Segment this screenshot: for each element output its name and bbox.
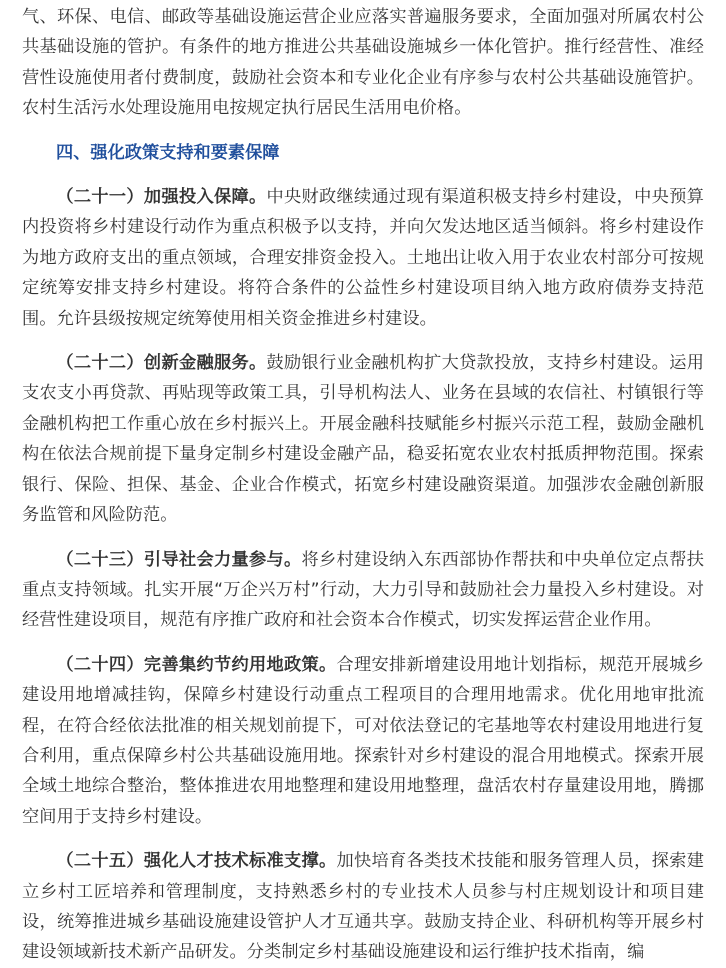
spacer — [22, 124, 704, 138]
item-body-23: 将乡村建设纳入东西部协作帮扶和中央单位定点帮扶重点支持领域。扎实开展“万企兴万村”行动，大力引导和鼓励社会力量投入乡村建设。对经营性建设项目，规范有序推广政府和社会资本合作模式，切实发挥运营企业作用。 — [22, 549, 704, 631]
spacer — [22, 168, 704, 182]
intro-paragraph: 气、环保、电信、邮政等基础设施运营企业应落实普遍服务要求，全面加强对所属农村公共基础设施的管护。有条件的地方推进公共基础设施城乡一体化管护。推行经营性、准经营性设施使用者付费制度，鼓励社会资本和专业化企业有序参与农村公共基础设施管护。农村生活污水处理设施用电按规定执行居民生活用电价格。 — [22, 7, 704, 119]
item-paragraph-23 — [22, 545, 704, 636]
spacer — [22, 832, 704, 846]
item-lead-24: （二十四）完善集约节约用地政策。 — [56, 654, 337, 675]
item-lead-25: （二十五）强化人才技术标准支撑。 — [56, 851, 337, 872]
item-paragraph-21 — [22, 182, 704, 334]
item-body-25: 加快培育各类技术技能和服务管理人员，探索建立乡村工匠培养和管理制度，支持熟悉乡村的专业技术人员参与村庄规划设计和项目建设，统筹推进城乡基础设施建设管护人才互通共享。鼓励支持企业、科研机构等开展乡村建设领域新技术新产品研发。分类制定乡村基础设施建设和运行维护技术指南，编 — [22, 851, 704, 963]
item-lead-23: （二十三）引导社会力量参与。 — [56, 549, 302, 570]
spacer — [22, 531, 704, 545]
document-page — [22, 0, 704, 968]
spacer — [22, 636, 704, 650]
item-body-21: 中央财政继续通过现有渠道积极支持乡村建设，中央预算内投资将乡村建设行动作为重点积极予以支持，并向欠发达地区适当倾斜。将乡村建设作为地方政府支出的重点领域，合理安排资金投入。土地出让收入用于农业农村部分可按规定统筹安排支持乡村建设。将符合条件的公益性乡村建设项目纳入地方政府债券支持范围。允许县级按规定统筹使用相关资金推进乡村建设。 — [22, 187, 704, 329]
item-paragraph-22 — [22, 348, 704, 530]
item-paragraph-24 — [22, 650, 704, 832]
section-heading: 四、强化政策支持和要素保障 — [56, 142, 280, 163]
item-lead-22: （二十二）创新金融服务。 — [56, 353, 267, 374]
item-body-22: 鼓励银行业金融机构扩大贷款投放，支持乡村建设。运用支农支小再贷款、再贴现等政策工具，引导机构法人、业务在县域的农信社、村镇银行等金融机构把工作重心放在乡村振兴上。开展金融科技赋能乡村振兴示范工程，鼓励金融机构在依法合规前提下量身定制乡村建设金融产品，稳妥拓宽农业农村抵质押物范围。探索银行、保险、担保、基金、企业合作模式，拓宽乡村建设融资渠道。加强涉农金融创新服务监管和风险防范。 — [22, 353, 704, 526]
item-paragraph-25 — [22, 846, 704, 968]
spacer — [22, 334, 704, 348]
item-lead-21: （二十一）加强投入保障。 — [56, 187, 267, 208]
item-body-24: 合理安排新增建设用地计划指标，规范开展城乡建设用地增减挂钩，保障乡村建设行动重点工程项目的合理用地需求。优化用地审批流程，在符合经依法批准的相关规划前提下，可对依法登记的宅基地等农村建设用地进行复合利用，重点保障乡村公共基础设施用地。探索针对乡村建设的混合用地模式。探索开展全域土地综合整治，整体推进农用地整理和建设用地整理，盘活农村存量建设用地，腾挪空间用于支持乡村建设。 — [22, 654, 704, 827]
